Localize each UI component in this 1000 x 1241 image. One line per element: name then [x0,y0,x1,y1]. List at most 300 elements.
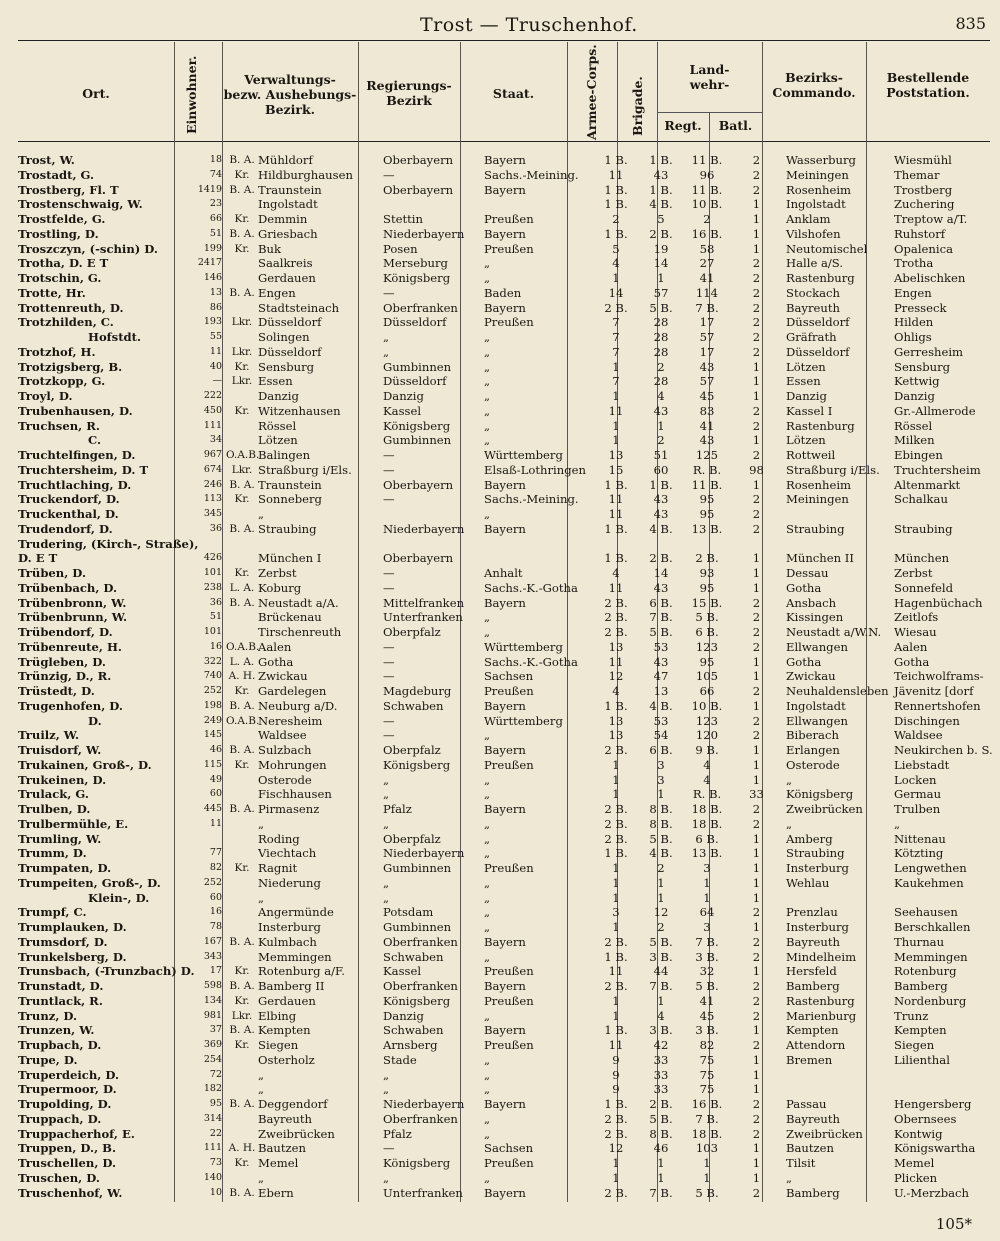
cell-armee-corps: 2 B. [604,625,628,639]
cell-verwaltungsbezirk: Lötzen [258,433,298,448]
cell-brigade: 54 [653,728,669,743]
cell-landwehr-regt: 45 [699,389,715,403]
cell-armee-corps: 14 [608,285,624,300]
table-row [18,640,1000,655]
cell-landwehr-batl: 1 [752,861,761,875]
cell-landwehr-regt: 41 [699,993,715,1008]
col-header-landwehr-line1: Land- [689,62,730,77]
col-header-bezirks-line1: Bezirks- [785,70,843,85]
cell-ort: Trotzhilden, C. [18,315,114,330]
table-row [18,212,1000,227]
cell-bezirk-type: O.A.B. [226,640,260,653]
table-row [18,242,1000,257]
cell-landwehr-regt: 41 [699,418,715,433]
table-row [18,1112,1000,1127]
cell-landwehr-batl: 2 [752,1185,761,1200]
cell-landwehr-batl: 1 [752,433,761,448]
cell-regierungsbezirk: Schwaben [383,1023,444,1038]
cell-staat: „ [484,1008,491,1023]
cell-regierungsbezirk: — [383,167,395,182]
cell-ort: Trost, W. [18,153,75,167]
cell-brigade: 2 B. [649,226,673,241]
cell-landwehr-regt: 103 [695,1141,719,1156]
cell-bezirks-commando: Bamberg [786,979,840,993]
cell-brigade: 1 B. [649,153,673,167]
cell-poststation: Kaukehmen [894,875,964,890]
cell-bezirk-type: Kr. [234,493,250,506]
cell-poststation: Truchtersheim [894,462,981,477]
cell-poststation [890,507,1000,522]
cell-bezirks-commando: Zweibrücken [786,802,863,816]
cell-brigade: 47 [653,669,669,684]
cell-bezirks-commando: Kassel I [786,403,833,418]
cell-brigade: 1 B. [649,182,673,197]
cell-landwehr-regt: 3 B. [695,1023,719,1038]
cell-poststation: Kettwig [894,374,940,389]
cell-regierungsbezirk: Königsberg [383,1156,451,1170]
cell-regierungsbezirk: Pfalz [383,1126,412,1141]
cell-regierungsbezirk: „ [383,1067,390,1082]
cell-poststation: Rössel [894,418,933,433]
cell-bezirk-type: Kr. [234,965,250,978]
cell-poststation: Trulben [894,802,941,816]
cell-regierungsbezirk: „ [383,344,390,359]
cell-bezirks-commando [780,891,890,906]
cell-einwohner: 16 [209,906,222,918]
cell-verwaltungsbezirk: Ingolstadt [258,197,318,212]
cell-bezirks-commando: Straubing [786,846,845,861]
cell-staat: „ [484,433,491,448]
cell-poststation: Treptow a/T. [894,212,968,226]
cell-poststation: Abelischken [894,271,966,285]
cell-regierungsbezirk: Gumbinnen [383,920,452,934]
cell-regierungsbezirk: Unterfranken [383,610,463,625]
cell-einwohner: 22 [209,1127,222,1139]
cell-bezirks-commando: Attendorn [786,1038,846,1052]
cell-poststation: Straubing [894,521,953,536]
cell-bezirk-type [226,330,258,345]
col-header-bezirks-commando [762,70,866,100]
cell-armee-corps: 7 [612,330,620,344]
cell-bezirks-commando: Rosenheim [786,182,852,197]
cell-regierungsbezirk: Niederbayern [383,846,465,861]
cell-brigade: 4 B. [649,846,673,861]
cell-verwaltungsbezirk: Rotenburg a/F. [258,964,345,979]
cell-verwaltungsbezirk: Neresheim [258,713,323,728]
cell-bezirks-commando: Ingolstadt [786,197,846,212]
cell-bezirks-commando: Amberg [786,831,833,846]
cell-bezirk-type: B. A. [229,596,255,609]
cell-armee-corps: 1 B. [604,521,628,536]
cell-staat: Bayern [484,698,526,713]
cell-staat: „ [484,1111,491,1126]
cell-poststation: Gerresheim [894,344,964,359]
cell-einwohner: 426 [203,552,222,564]
cell-regierungsbezirk: — [383,492,395,507]
cell-verwaltungsbezirk: Buk [258,241,282,256]
cell-staat: Württemberg [484,448,563,462]
cell-bezirk-type: B. A. [229,1024,255,1037]
cell-bezirks-commando: Rosenheim [786,477,852,492]
cell-bezirks-commando: Kempten [786,1023,839,1038]
cell-brigade: 5 B. [649,1111,673,1126]
table-row [18,301,1000,316]
cell-bezirk-type: Lkr. [231,463,253,476]
cell-poststation: U.-Merzbach [894,1185,969,1200]
cell-armee-corps: 12 [608,669,624,684]
cell-brigade: 4 B. [649,521,673,536]
cell-poststation: Siegen [894,1038,935,1052]
col-header-post-line1: Bestellende [886,70,970,85]
cell-landwehr-batl: 2 [752,713,761,728]
cell-regierungsbezirk: Oberfranken [383,1111,458,1126]
cell-ort: Trostling, D. [18,226,99,241]
cell-armee-corps: 1 B. [604,846,628,861]
cell-brigade: 2 B. [649,1097,673,1111]
cell-regierungsbezirk: „ [383,1082,390,1097]
cell-ort: Truntlack, R. [18,993,103,1008]
cell-ort: Trotzigsberg, B. [18,359,123,374]
cell-brigade: 1 [657,271,665,285]
cell-bezirk-type [226,1053,258,1068]
cell-bezirk-type: B. A. [229,183,255,196]
cell-ort: Trotzhof, H. [18,344,96,359]
cell-landwehr-regt: 3 [703,920,711,934]
cell-einwohner: 82 [209,862,222,873]
cell-brigade: 2 [657,861,665,875]
cell-einwohner: 314 [203,1112,222,1124]
cell-landwehr-regt: R. B. [692,787,722,802]
table-row [18,802,1000,817]
cell-landwehr-regt: 9 B. [695,743,719,757]
table-row [18,537,1000,552]
table-row [18,773,1000,788]
cell-einwohner: 37 [209,1024,222,1036]
cell-armee-corps: 13 [608,639,624,654]
cell-staat: Bayern [484,934,526,949]
cell-armee-corps: 2 B. [604,300,628,315]
cell-einwohner: 78 [209,921,222,932]
col-header-poststation [866,70,990,100]
cell-poststation [890,1068,1000,1083]
cell-ort: Trübenbach, D. [18,580,118,595]
cell-bezirk-type: O.A.B. [226,714,260,727]
cell-einwohner: 967 [203,449,222,460]
cell-bezirks-commando: Essen [786,374,821,389]
cell-bezirk-type [226,537,258,552]
cell-landwehr-batl: 2 [752,315,761,330]
cell-regierungsbezirk: — [383,462,395,477]
cell-landwehr-regt: 2 B. [695,551,719,566]
cell-staat: Sachs.-Meining. [484,492,579,507]
cell-staat: „ [484,846,491,861]
cell-landwehr-batl: 2 [752,816,761,831]
cell-staat: „ [484,359,491,374]
table-row [18,1023,1000,1038]
cell-poststation: Locken [894,772,937,787]
cell-einwohner: 445 [203,803,222,814]
cell-landwehr-batl: 1 [752,698,761,713]
cell-einwohner: 145 [203,729,222,741]
cell-einwohner: 252 [203,685,222,696]
cell-bezirks-commando: Dessau [786,566,829,580]
cell-armee-corps: 1 [612,1156,620,1170]
cell-armee-corps: 9 [612,1052,620,1067]
cell-ort: Truschenhof, W. [18,1185,123,1200]
cell-ort: Truschen, D. [18,1170,100,1185]
cell-regierungsbezirk: Düsseldorf [383,315,447,330]
cell-landwehr-regt: 45 [699,1008,715,1023]
cell-brigade: 51 [653,448,669,462]
cell-einwohner: 40 [209,360,222,372]
cell-verwaltungsbezirk: Mühldorf [258,153,313,167]
cell-ort: Truckenthal, D. [18,507,119,521]
table-row [18,935,1000,950]
cell-armee-corps: 1 B. [604,949,628,964]
cell-einwohner: 1419 [197,183,222,195]
cell-landwehr-batl: 1 [752,197,761,212]
cell-bezirk-type: Kr. [234,242,250,255]
cell-ort: Trukeinen, D. [18,772,107,787]
cell-bezirk-type: O.A.B. [226,449,260,461]
cell-poststation: Themar [894,167,940,182]
cell-armee-corps: 2 B. [604,610,628,625]
table-row [18,551,1000,566]
cell-regierungsbezirk: — [383,713,395,728]
cell-poststation: Rennertshofen [894,698,981,713]
cell-ort: Trumplauken, D. [18,920,127,934]
col-header-post-line2: Poststation. [886,85,970,100]
cell-landwehr-batl: 2 [752,1038,761,1052]
cell-bezirks-commando: Zwickau [786,669,836,684]
cell-landwehr-regt: 7 B. [695,934,719,949]
cell-landwehr-batl: 2 [752,344,761,359]
cell-armee-corps: 5 [612,241,620,256]
cell-bezirk-type: B. A. [229,935,255,948]
cell-bezirks-commando: Insterburg [786,920,849,934]
cell-poststation: Gr.-Allmerode [894,403,976,418]
cell-landwehr-regt: 18 B. [691,802,723,816]
cell-landwehr-regt: 17 [699,344,715,359]
cell-ort: Trupbach, D. [18,1038,102,1052]
cell-bezirks-commando: Marienburg [786,1008,857,1023]
cell-bezirk-type: B. A. [229,803,255,815]
cell-bezirk-type [226,905,258,920]
cell-landwehr-regt: 13 B. [691,846,723,861]
cell-landwehr-batl: 2 [752,639,761,654]
cell-staat: Bayern [484,153,526,167]
cell-einwohner: 49 [209,773,222,785]
cell-poststation: Ohligs [894,330,932,344]
cell-verwaltungsbezirk: Gerdauen [258,993,316,1008]
cell-einwohner: 101 [203,567,222,578]
cell-armee-corps: 1 [612,1008,620,1023]
cell-bezirk-type [226,1112,258,1127]
cell-landwehr-regt: 1 [703,875,711,890]
cell-landwehr-batl: 1 [752,389,761,403]
cell-brigade: 2 [657,359,665,374]
cell-brigade: 28 [653,315,669,330]
cell-bezirks-commando: Mindelheim [786,949,857,964]
cell-regierungsbezirk: Oberfranken [383,934,458,949]
cell-armee-corps: 1 B. [604,1097,628,1111]
cell-einwohner: 36 [209,596,222,608]
cell-landwehr-regt: 3 [703,861,711,875]
cell-landwehr-batl: 2 [752,300,761,315]
cell-verwaltungsbezirk: Zweibrücken [258,1126,335,1141]
cell-bezirks-commando [780,1068,890,1083]
table-row [18,1097,1000,1112]
cell-armee-corps: 4 [612,256,620,271]
table-row [18,1186,1000,1201]
cell-landwehr-batl: 1 [752,669,761,684]
cell-landwehr-batl: 1 [752,551,761,566]
cell-verwaltungsbezirk: Memmingen [258,949,332,964]
cell-ort: Troyl, D. [18,389,73,403]
cell-poststation: Sensburg [894,359,951,374]
cell-poststation: Schalkau [894,492,948,507]
cell-ort: Trupermoor, D. [18,1082,117,1097]
cell-brigade: 6 B. [649,595,673,610]
cell-staat: Baden [484,285,522,300]
cell-einwohner: 86 [209,301,222,313]
table-row [18,1127,1000,1142]
cell-einwohner: 66 [209,213,222,224]
cell-bezirks-commando: Prenzlau [786,905,838,920]
cell-einwohner: 322 [203,655,222,667]
cell-regierungsbezirk: „ [383,890,390,905]
cell-bezirk-type [226,1127,258,1142]
cell-poststation: Berschkallen [894,920,971,934]
landwehr-subrule [657,112,762,113]
cell-staat: Preußen [484,993,534,1008]
cell-bezirk-type: Kr. [234,567,250,579]
cell-bezirks-commando: München II [786,551,854,566]
cell-einwohner: 345 [203,508,222,519]
cell-brigade: 7 B. [649,979,673,993]
cell-regierungsbezirk: „ [383,330,390,344]
cell-verwaltungsbezirk: Kulmbach [258,934,317,949]
cell-landwehr-batl: 1 [752,654,761,669]
cell-landwehr-batl: 2 [752,256,761,271]
cell-staat: Sachs.-Meining. [484,167,579,182]
cell-brigade: 3 [657,772,665,787]
cell-bezirks-commando: Neutomischel [786,241,868,256]
cell-bezirk-type [226,891,258,906]
cell-einwohner: 77 [209,847,222,859]
cell-landwehr-regt: 11 B. [691,182,723,197]
cell-ort: Trüben, D. [18,566,86,580]
cell-armee-corps: 1 [612,875,620,890]
cell-poststation: Königswartha [894,1141,976,1156]
cell-staat: Bayern [484,595,526,610]
cell-bezirks-commando: Stockach [786,285,840,300]
table-row [18,861,1000,876]
cell-ort: Trunkelsberg, D. [18,949,127,964]
cell-landwehr-regt: 75 [699,1052,715,1067]
cell-bezirk-type: Kr. [234,862,250,874]
cell-staat: Bayern [484,521,526,536]
cell-staat: „ [484,271,491,285]
cell-brigade: 5 B. [649,934,673,949]
cell-landwehr-regt: 105 [695,669,719,684]
cell-staat: Preußen [484,757,534,772]
cell-einwohner [174,832,226,847]
cell-armee-corps: 1 B. [604,197,628,212]
cell-landwehr-batl: 1 [752,743,761,757]
cell-brigade: 33 [653,1067,669,1082]
cell-staat: „ [484,890,491,905]
cell-poststation [890,1082,1000,1097]
cell-einwohner: 11 [209,345,222,357]
cell-bezirks-commando: Rastenburg [786,418,855,433]
cell-ort: Trostberg, Fl. T [18,182,119,197]
cell-landwehr-batl: 1 [752,1082,761,1097]
table-row [18,507,1000,522]
cell-armee-corps: 1 B. [604,698,628,713]
cell-bezirks-commando: Wehlau [786,875,830,890]
cell-ort: Trumpeiten, Groß-, D. [18,875,161,890]
cell-staat: „ [484,728,491,743]
cell-brigade: 60 [653,462,669,477]
cell-staat: Preußen [484,212,534,226]
cell-poststation: Trotha [894,256,934,271]
table-row [18,389,1000,404]
cell-bezirk-type: A. H. [228,670,256,683]
cell-einwohner: 51 [209,227,222,239]
cell-poststation: Nordenburg [894,993,967,1008]
cell-armee-corps: 4 [612,684,620,698]
cell-verwaltungsbezirk: Memel [258,1156,299,1170]
cell-staat: Anhalt [484,566,523,580]
cell-poststation: Rotenburg [894,964,957,979]
cell-landwehr-regt: 120 [695,728,719,743]
cell-brigade: 5 B. [649,625,673,639]
cell-einwohner: 981 [203,1009,222,1021]
cell-armee-corps: 7 [612,344,620,359]
cell-armee-corps: 11 [608,1038,624,1052]
cell-einwohner: 46 [209,744,222,755]
cell-poststation [890,891,1000,906]
cell-bezirks-commando: Gotha [786,580,822,595]
cell-landwehr-batl: 2 [752,1111,761,1126]
cell-ort: C. [88,433,102,448]
cell-einwohner: 246 [203,478,222,490]
cell-regierungsbezirk: „ [383,787,390,802]
cell-staat: „ [484,403,491,418]
cell-landwehr-regt: 10 B. [691,698,723,713]
cell-brigade: 8 B. [649,802,673,816]
table-row [18,183,1000,198]
cell-brigade: 57 [653,285,669,300]
cell-einwohner: 450 [203,404,222,416]
table-row [18,891,1000,906]
cell-landwehr-batl: 2 [752,728,761,743]
cell-bezirks-commando [780,537,890,552]
cell-landwehr-batl: 1 [752,772,761,787]
cell-brigade: 1 [657,418,665,433]
table-row [18,655,1000,670]
table-row [18,610,1000,625]
cell-armee-corps: 2 B. [604,816,628,831]
cell-einwohner: 740 [203,670,222,682]
col-header-staat: Staat. [492,86,535,101]
table-row [18,330,1000,345]
cell-ort: Trupe, D. [18,1052,78,1067]
cell-regierungsbezirk: Oberbayern [383,551,454,566]
cell-regierungsbezirk: Königsberg [383,271,451,285]
cell-einwohner: 134 [203,994,222,1006]
